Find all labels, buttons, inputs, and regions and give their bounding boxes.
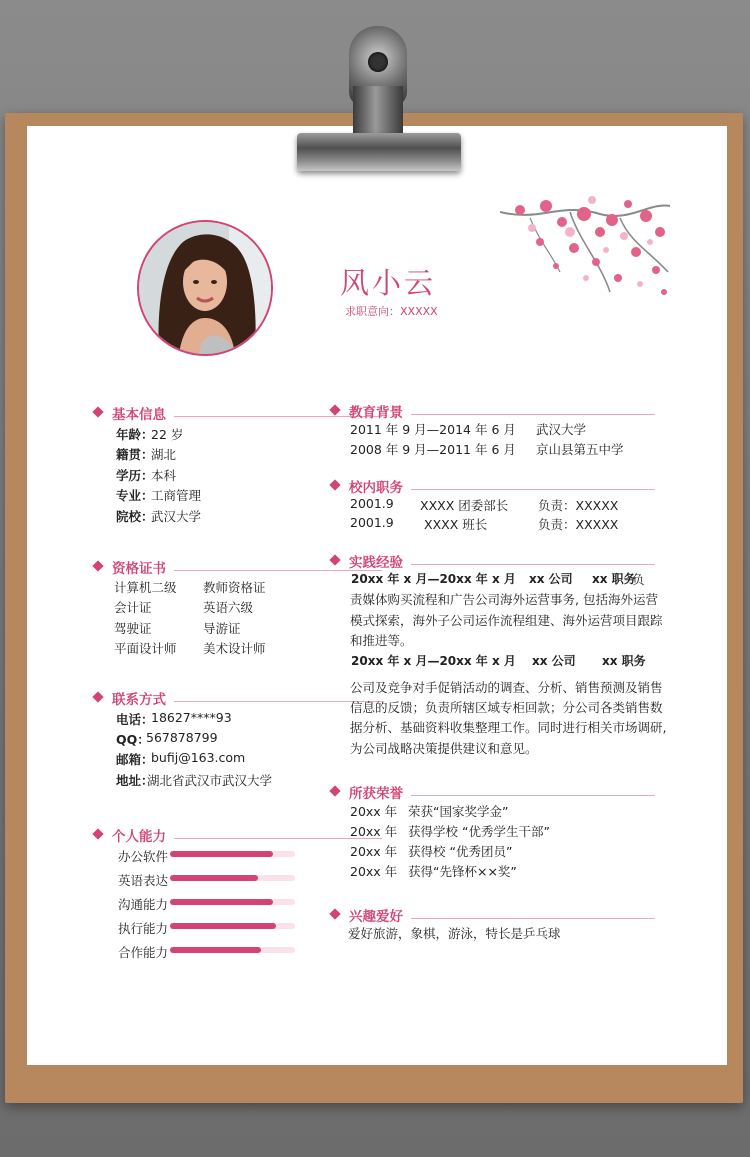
practice-period: 20xx 年 x 月—20xx 年 x 月 bbox=[351, 654, 516, 668]
campus-date: 2001.9 bbox=[350, 496, 394, 511]
basic-value: 工商管理 bbox=[151, 488, 202, 503]
contact-email: bufij@163.com bbox=[151, 750, 246, 765]
skill-bar-track bbox=[170, 899, 295, 905]
section-title: 联系方式 bbox=[112, 692, 166, 708]
basic-value: 本科 bbox=[151, 468, 177, 483]
honor-text: 获得校 “优秀团员” bbox=[408, 844, 513, 859]
skill-bar-fill bbox=[170, 875, 258, 881]
practice-text: 和推进等。 bbox=[350, 633, 413, 648]
skill-bar-fill bbox=[170, 851, 273, 857]
basic-label: 学历： bbox=[116, 468, 154, 483]
hobbies-text: 爱好旅游，象棋，游泳，特长是乒乓球 bbox=[348, 926, 561, 941]
cert-item: 计算机二级 bbox=[114, 580, 177, 595]
practice-role: xx 职务 bbox=[602, 654, 646, 668]
skill-name: 英语表达 bbox=[118, 873, 169, 888]
cert-item: 英语六级 bbox=[203, 600, 254, 615]
skill-name: 办公软件 bbox=[118, 849, 169, 864]
honor-year: 20xx 年 bbox=[350, 824, 398, 839]
contact-label: 电话： bbox=[116, 712, 154, 727]
practice-period: 20xx 年 x 月—20xx 年 x 月 bbox=[351, 572, 516, 586]
practice-text: 模式探索，海外子公司运作流程组建、海外运营项目跟踪 bbox=[350, 613, 663, 628]
skill-name: 合作能力 bbox=[118, 945, 169, 960]
practice-company: xx 公司 bbox=[532, 654, 576, 668]
campus-role: XXXX 团委部长 bbox=[420, 498, 509, 513]
skill-bar-fill bbox=[170, 923, 276, 929]
practice-text: 据分析、基础资料收集整理工作。同时进行相关市场调研, bbox=[350, 720, 667, 735]
education-school: 京山县第五中学 bbox=[536, 442, 624, 457]
cherry-blossom-icon bbox=[500, 192, 670, 304]
contact-address: 湖北省武汉市武汉大学 bbox=[147, 773, 273, 788]
basic-label: 专业： bbox=[116, 488, 154, 503]
contact-qq: 567878799 bbox=[146, 730, 218, 745]
section-title: 校内职务 bbox=[349, 480, 403, 496]
cert-item: 导游证 bbox=[203, 621, 241, 636]
job-intention: 求职意向：XXXXX bbox=[345, 305, 438, 318]
cert-item: 平面设计师 bbox=[114, 641, 177, 656]
basic-value: 湖北 bbox=[151, 447, 177, 462]
basic-label: 年龄： bbox=[116, 427, 154, 442]
cert-item: 美术设计师 bbox=[203, 641, 266, 656]
basic-label: 院校： bbox=[116, 509, 154, 524]
skill-name: 沟通能力 bbox=[118, 897, 169, 912]
skill-bar-track bbox=[170, 947, 295, 953]
skill-bar-track bbox=[170, 875, 295, 881]
practice-company: xx 公司 bbox=[529, 572, 573, 586]
basic-value: 22 岁 bbox=[151, 427, 184, 442]
skill-bar-track bbox=[170, 851, 295, 857]
contact-phone: 18627****93 bbox=[151, 710, 232, 725]
cert-item: 驾驶证 bbox=[114, 621, 152, 636]
binder-clip-icon bbox=[297, 26, 461, 171]
education-period: 2008 年 9 月—2011 年 6 月 bbox=[350, 442, 516, 457]
section-title: 资格证书 bbox=[112, 561, 166, 577]
honor-year: 20xx 年 bbox=[350, 864, 398, 879]
practice-text: 责媒体购买流程和广告公司海外运营事务, 包括海外运营 bbox=[350, 592, 658, 607]
campus-duty: 负责：XXXXX bbox=[538, 517, 619, 532]
section-title: 基本信息 bbox=[112, 407, 166, 423]
avatar bbox=[137, 220, 273, 356]
contact-label: 地址： bbox=[116, 773, 154, 788]
campus-role: XXXX 班长 bbox=[424, 517, 488, 532]
practice-text: 信息的反馈；负责所辖区域专柜回款；分公司各类销售数 bbox=[350, 700, 663, 715]
cert-item: 教师资格证 bbox=[203, 580, 266, 595]
skill-name: 执行能力 bbox=[118, 921, 169, 936]
practice-text: 负 bbox=[632, 572, 645, 587]
education-period: 2011 年 9 月—2014 年 6 月 bbox=[350, 422, 516, 437]
skill-bar-fill bbox=[170, 947, 261, 953]
education-school: 武汉大学 bbox=[536, 422, 587, 437]
basic-label: 籍贯： bbox=[116, 447, 154, 462]
honor-year: 20xx 年 bbox=[350, 844, 398, 859]
cert-item: 会计证 bbox=[114, 600, 152, 615]
skill-bar-fill bbox=[170, 899, 273, 905]
section-title: 教育背景 bbox=[349, 405, 403, 421]
section-title: 所获荣誉 bbox=[349, 786, 403, 802]
honor-text: 获得“先锋杯××奖” bbox=[408, 864, 517, 879]
section-title: 兴趣爱好 bbox=[349, 909, 403, 925]
section-title: 个人能力 bbox=[112, 829, 166, 845]
campus-date: 2001.9 bbox=[350, 515, 394, 530]
skill-bar-track bbox=[170, 923, 295, 929]
basic-value: 武汉大学 bbox=[151, 509, 202, 524]
contact-label: QQ： bbox=[116, 732, 150, 747]
honor-text: 获得学校 “优秀学生干部” bbox=[408, 824, 550, 839]
practice-text: 公司及竞争对手促销活动的调查、分析、销售预测及销售 bbox=[350, 680, 663, 695]
honor-year: 20xx 年 bbox=[350, 804, 398, 819]
section-title: 实践经验 bbox=[349, 555, 403, 571]
campus-duty: 负责：XXXXX bbox=[538, 498, 619, 513]
resume-name: 风小云 bbox=[340, 266, 437, 300]
practice-role: xx 职务 bbox=[592, 572, 636, 586]
practice-text: 为公司战略决策提供建议和意见。 bbox=[350, 741, 538, 756]
contact-label: 邮箱： bbox=[116, 752, 154, 767]
honor-text: 荣获“国家奖学金” bbox=[408, 804, 509, 819]
